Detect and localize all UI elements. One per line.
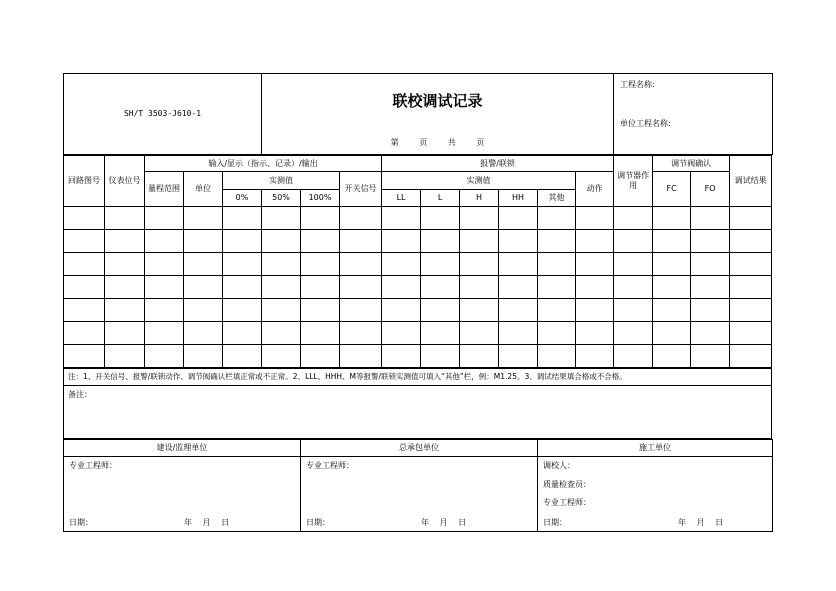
data-cell[interactable] <box>145 299 184 322</box>
data-cell[interactable] <box>382 207 421 230</box>
data-cell[interactable] <box>105 230 145 253</box>
data-cell[interactable] <box>460 207 499 230</box>
owner-signature-cell[interactable] <box>64 457 301 532</box>
data-cell[interactable] <box>460 322 499 345</box>
data-cell[interactable] <box>64 299 105 322</box>
data-cell[interactable] <box>301 299 340 322</box>
col-alarm-l: L <box>421 190 460 207</box>
data-cell[interactable] <box>499 276 538 299</box>
data-cell[interactable] <box>576 322 614 345</box>
quality-inspector-label: 质量检查员： <box>543 480 591 489</box>
calibration-table <box>63 155 772 368</box>
note-table <box>63 368 772 439</box>
data-cell[interactable] <box>499 207 538 230</box>
col-io-group: 输入/显示（指示、记录）/输出 <box>145 156 382 172</box>
page-label-ye: 页 <box>419 138 428 147</box>
data-cell[interactable] <box>730 253 772 276</box>
data-cell[interactable] <box>301 276 340 299</box>
data-cell[interactable] <box>382 322 421 345</box>
contractor-signature-cell[interactable] <box>301 457 538 532</box>
data-cell[interactable] <box>691 345 730 368</box>
col-alarm-group: 报警/联锁 <box>382 156 614 172</box>
data-cell[interactable] <box>64 322 105 345</box>
data-cell[interactable] <box>223 207 262 230</box>
col-valve-confirm: 调节阀确认 <box>653 156 730 172</box>
data-cell[interactable] <box>184 345 223 368</box>
data-cell[interactable] <box>691 322 730 345</box>
data-cell[interactable] <box>538 230 576 253</box>
data-cell[interactable] <box>340 253 382 276</box>
data-cell[interactable] <box>691 299 730 322</box>
col-tag-no: 仪表位号 <box>105 156 145 207</box>
data-cell[interactable] <box>691 207 730 230</box>
data-cell[interactable] <box>145 345 184 368</box>
data-cell[interactable] <box>499 230 538 253</box>
data-cell[interactable] <box>421 230 460 253</box>
signature-table <box>63 439 773 532</box>
data-cell[interactable] <box>105 253 145 276</box>
remark-cell[interactable] <box>64 386 772 439</box>
data-cell[interactable] <box>421 322 460 345</box>
data-cell[interactable] <box>64 345 105 368</box>
data-cell[interactable] <box>340 299 382 322</box>
data-rows <box>64 207 772 368</box>
data-cell[interactable] <box>301 230 340 253</box>
data-cell[interactable] <box>730 230 772 253</box>
data-cell[interactable] <box>730 345 772 368</box>
data-cell[interactable] <box>145 230 184 253</box>
data-cell[interactable] <box>105 276 145 299</box>
data-cell[interactable] <box>382 230 421 253</box>
page-label-gong: 共 <box>447 138 456 147</box>
data-cell[interactable] <box>691 276 730 299</box>
data-cell[interactable] <box>421 299 460 322</box>
col-result: 调试结果 <box>730 156 772 207</box>
data-cell[interactable] <box>614 276 653 299</box>
data-cell[interactable] <box>538 322 576 345</box>
data-cell[interactable] <box>421 253 460 276</box>
data-cell[interactable] <box>64 230 105 253</box>
data-cell[interactable] <box>691 230 730 253</box>
data-cell[interactable] <box>576 230 614 253</box>
col-alarm-other: 其他 <box>538 190 576 207</box>
construction-engineer-label: 专业工程师： <box>543 498 591 507</box>
data-cell[interactable] <box>340 230 382 253</box>
data-cell[interactable] <box>184 253 223 276</box>
title-cell <box>262 74 614 155</box>
data-cell[interactable] <box>223 230 262 253</box>
data-cell[interactable] <box>538 276 576 299</box>
project-info-cell <box>614 74 773 155</box>
data-cell[interactable] <box>614 345 653 368</box>
table-row <box>64 253 772 276</box>
owner-unit-title: 建设/监理单位 <box>64 440 301 457</box>
data-cell[interactable] <box>223 276 262 299</box>
col-alarm-measured: 实测值 <box>382 172 576 190</box>
col-unit: 单位 <box>184 172 223 207</box>
data-cell[interactable] <box>340 276 382 299</box>
table-row <box>64 345 772 368</box>
col-measured: 实测值 <box>223 172 340 190</box>
data-cell[interactable] <box>301 322 340 345</box>
data-cell[interactable] <box>340 322 382 345</box>
data-cell[interactable] <box>262 207 301 230</box>
table-row <box>64 276 772 299</box>
construction-unit-title: 施工单位 <box>538 440 773 457</box>
data-cell[interactable] <box>614 299 653 322</box>
data-cell[interactable] <box>262 322 301 345</box>
data-cell[interactable] <box>576 299 614 322</box>
data-cell[interactable] <box>576 207 614 230</box>
data-cell[interactable] <box>499 299 538 322</box>
data-cell[interactable] <box>262 230 301 253</box>
col-switch-signal: 开关信号 <box>340 172 382 207</box>
data-cell[interactable] <box>184 207 223 230</box>
data-cell[interactable] <box>184 322 223 345</box>
data-cell[interactable] <box>614 253 653 276</box>
data-cell[interactable] <box>653 253 691 276</box>
data-cell[interactable] <box>340 207 382 230</box>
data-cell[interactable] <box>730 299 772 322</box>
data-cell[interactable] <box>538 207 576 230</box>
data-cell[interactable] <box>223 299 262 322</box>
data-cell[interactable] <box>105 345 145 368</box>
data-cell[interactable] <box>184 299 223 322</box>
data-cell[interactable] <box>538 345 576 368</box>
col-pct-100: 100% <box>301 190 340 207</box>
construction-ymd: 年 月 日 <box>678 518 724 527</box>
data-cell[interactable] <box>223 322 262 345</box>
contractor-ymd: 年 月 日 <box>421 518 467 527</box>
data-cell[interactable] <box>145 207 184 230</box>
data-cell[interactable] <box>730 276 772 299</box>
note-text: 注：1、开关信号、报警/联锁动作、调节阀确认栏填正常或不正常。2、LLL、HHH、M等报警/联锁实测值可填入“其他”栏，例：M1.25。3、调试结果填合格或不合格。 <box>64 369 772 386</box>
data-cell[interactable] <box>576 276 614 299</box>
data-cell[interactable] <box>730 207 772 230</box>
data-cell[interactable] <box>105 207 145 230</box>
general-contractor-title: 总承包单位 <box>301 440 538 457</box>
page-title: 联校调试记录 <box>392 92 483 110</box>
owner-engineer-label: 专业工程师： <box>69 461 117 470</box>
page-label-di: 第 <box>390 138 399 147</box>
data-cell[interactable] <box>105 322 145 345</box>
data-cell[interactable] <box>421 345 460 368</box>
data-cell[interactable] <box>64 253 105 276</box>
data-cell[interactable] <box>499 345 538 368</box>
data-cell[interactable] <box>301 207 340 230</box>
data-cell[interactable] <box>382 253 421 276</box>
data-cell[interactable] <box>499 253 538 276</box>
data-cell[interactable] <box>614 322 653 345</box>
col-alarm-hh: HH <box>499 190 538 207</box>
table-row <box>64 299 772 322</box>
data-cell[interactable] <box>262 345 301 368</box>
data-cell[interactable] <box>382 345 421 368</box>
col-pct-0: 0% <box>223 190 262 207</box>
header-table <box>63 73 773 155</box>
data-cell[interactable] <box>653 230 691 253</box>
col-action: 动作 <box>576 172 614 207</box>
remark-label: 备注： <box>68 390 92 399</box>
data-cell[interactable] <box>538 299 576 322</box>
data-cell[interactable] <box>614 230 653 253</box>
col-alarm-ll: LL <box>382 190 421 207</box>
data-cell[interactable] <box>538 253 576 276</box>
data-cell[interactable] <box>145 276 184 299</box>
construction-signature-cell[interactable] <box>538 457 773 532</box>
data-cell[interactable] <box>460 299 499 322</box>
data-cell[interactable] <box>653 345 691 368</box>
data-cell[interactable] <box>730 322 772 345</box>
contractor-engineer-label: 专业工程师： <box>306 461 354 470</box>
table-row <box>64 322 772 345</box>
calibrator-label: 调校人： <box>543 461 575 470</box>
col-loop-no: 回路图号 <box>64 156 105 207</box>
data-cell[interactable] <box>653 207 691 230</box>
data-cell[interactable] <box>653 322 691 345</box>
data-cell[interactable] <box>145 322 184 345</box>
col-alarm-h: H <box>460 190 499 207</box>
data-cell[interactable] <box>421 276 460 299</box>
page-number-line <box>262 138 613 148</box>
data-cell[interactable] <box>653 299 691 322</box>
col-valve-fo: FO <box>691 172 730 207</box>
data-cell[interactable] <box>262 299 301 322</box>
owner-ymd: 年 月 日 <box>184 518 230 527</box>
contractor-date-label: 日期： <box>306 518 330 527</box>
col-pct-50: 50% <box>262 190 301 207</box>
unit-project-name-label: 单位工程名称: <box>620 119 671 128</box>
data-cell[interactable] <box>262 276 301 299</box>
data-cell[interactable] <box>301 253 340 276</box>
data-cell[interactable] <box>301 345 340 368</box>
data-cell[interactable] <box>184 276 223 299</box>
data-cell[interactable] <box>262 253 301 276</box>
record-sheet <box>63 73 772 532</box>
construction-date-label: 日期： <box>543 518 567 527</box>
table-row <box>64 207 772 230</box>
page-label-ye-total: 页 <box>476 138 485 147</box>
data-cell[interactable] <box>382 276 421 299</box>
owner-date-label: 日期： <box>69 518 93 527</box>
project-name-label: 工程名称: <box>620 80 655 89</box>
data-cell[interactable] <box>421 207 460 230</box>
data-cell[interactable] <box>576 253 614 276</box>
data-cell[interactable] <box>223 345 262 368</box>
data-cell[interactable] <box>460 253 499 276</box>
data-cell[interactable] <box>576 345 614 368</box>
data-cell[interactable] <box>614 207 653 230</box>
data-cell[interactable] <box>460 345 499 368</box>
col-range: 量程范围 <box>145 172 184 207</box>
data-cell[interactable] <box>382 299 421 322</box>
data-cell[interactable] <box>105 299 145 322</box>
standard-code: SH/T 3503-J610-1 <box>64 74 262 155</box>
table-row <box>64 230 772 253</box>
data-cell[interactable] <box>223 253 262 276</box>
data-cell[interactable] <box>460 276 499 299</box>
data-cell[interactable] <box>340 345 382 368</box>
data-cell[interactable] <box>184 230 223 253</box>
col-regulator-action: 调节器作用 <box>614 156 653 207</box>
data-cell[interactable] <box>460 230 499 253</box>
data-cell[interactable] <box>653 276 691 299</box>
data-cell[interactable] <box>64 207 105 230</box>
data-cell[interactable] <box>499 322 538 345</box>
col-valve-fc: FC <box>653 172 691 207</box>
data-cell[interactable] <box>691 253 730 276</box>
data-cell[interactable] <box>145 253 184 276</box>
data-cell[interactable] <box>64 276 105 299</box>
